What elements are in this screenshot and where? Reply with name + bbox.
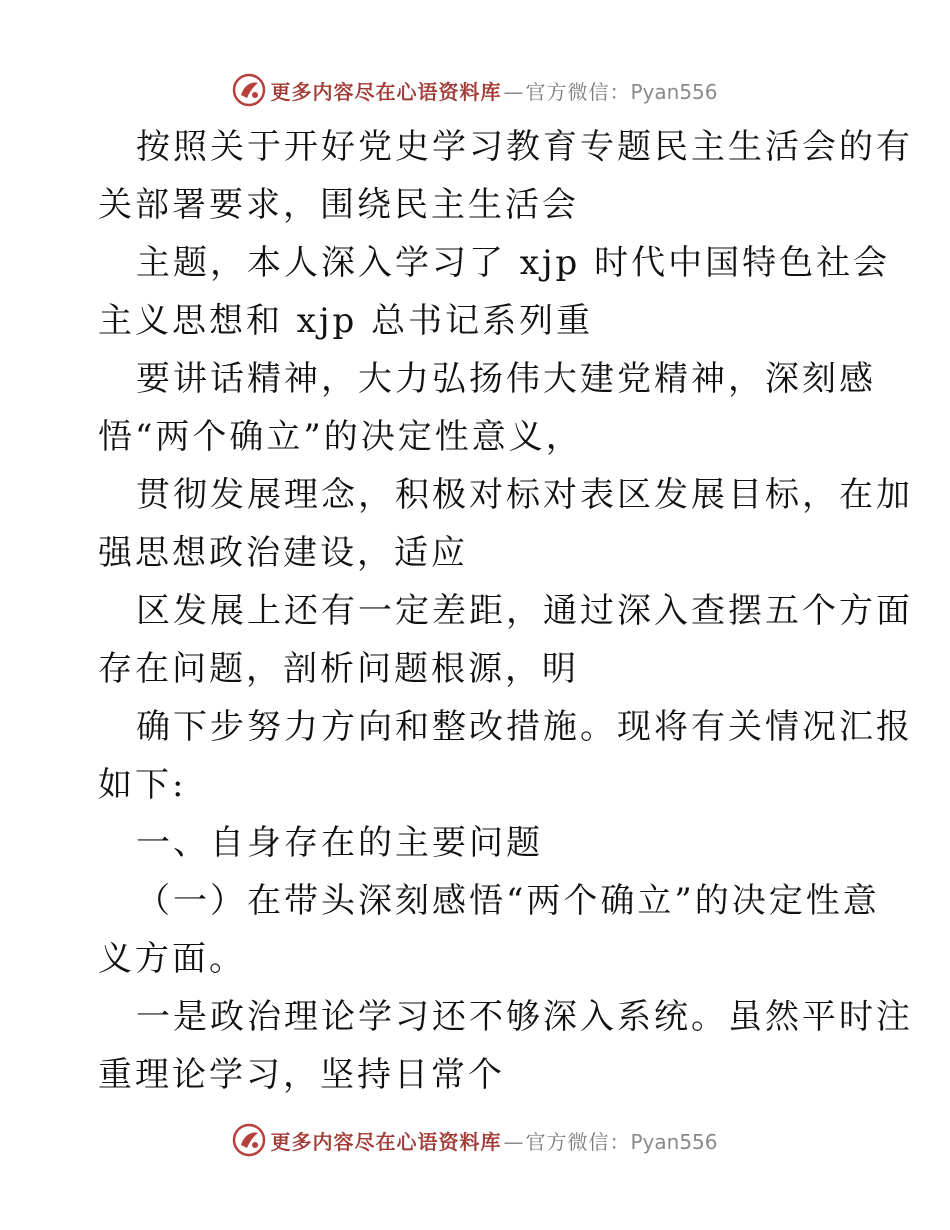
document-body <box>98 118 913 1104</box>
red-seal-logo-icon <box>232 73 266 107</box>
watermark-text <box>270 1126 717 1155</box>
text-line: 确下步努力方向和整改措施。现将有关情况汇报 <box>136 707 913 747</box>
watermark-label: 官方微信： <box>525 1129 631 1154</box>
text-line: 主义思想和 xjp 总书记系列重 <box>98 301 594 341</box>
text-line: 关部署要求，围绕民主生活会 <box>98 185 579 225</box>
footer-watermark <box>0 1122 950 1158</box>
text-line: 强思想政治建设，适应 <box>98 533 468 573</box>
text-line: 悟“两个确立”的决定性意义， <box>98 417 583 457</box>
text-line: 一、自身存在的主要问题 <box>136 823 543 863</box>
watermark-account: Pyan556 <box>630 79 718 104</box>
text-line: 要讲话精神，大力弘扬伟大建党精神，深刻感 <box>136 359 876 399</box>
text-line: 重理论学习，坚持日常个 <box>98 1055 505 1095</box>
text-line: 存在问题，剖析问题根源，明 <box>98 649 579 689</box>
watermark-account: Pyan556 <box>630 1129 718 1154</box>
watermark-text <box>270 76 717 105</box>
text-line: 如下: <box>98 765 187 805</box>
watermark-main-text: 更多内容尽在心语资料库 <box>270 1129 502 1154</box>
text-line: 区发展上还有一定差距，通过深入查摆五个方面 <box>136 591 913 631</box>
text-line: 按照关于开好党史学习教育专题民主生活会的有 <box>136 127 913 167</box>
text-line: （一）在带头深刻感悟“两个确立”的决定性意 <box>136 881 880 921</box>
watermark-dash: — <box>503 1129 524 1154</box>
text-line: 义方面。 <box>98 939 246 979</box>
watermark-dash: — <box>503 79 524 104</box>
text-line: 贯彻发展理念，积极对标对表区发展目标，在加 <box>136 475 913 515</box>
red-seal-logo-icon <box>232 1123 266 1157</box>
header-watermark <box>0 72 950 108</box>
text-line: 一是政治理论学习还不够深入系统。虽然平时注 <box>136 997 913 1037</box>
watermark-main-text: 更多内容尽在心语资料库 <box>270 79 502 104</box>
text-line: 主题，本人深入学习了 xjp 时代中国特色社会 <box>136 243 891 283</box>
watermark-label: 官方微信： <box>525 79 631 104</box>
